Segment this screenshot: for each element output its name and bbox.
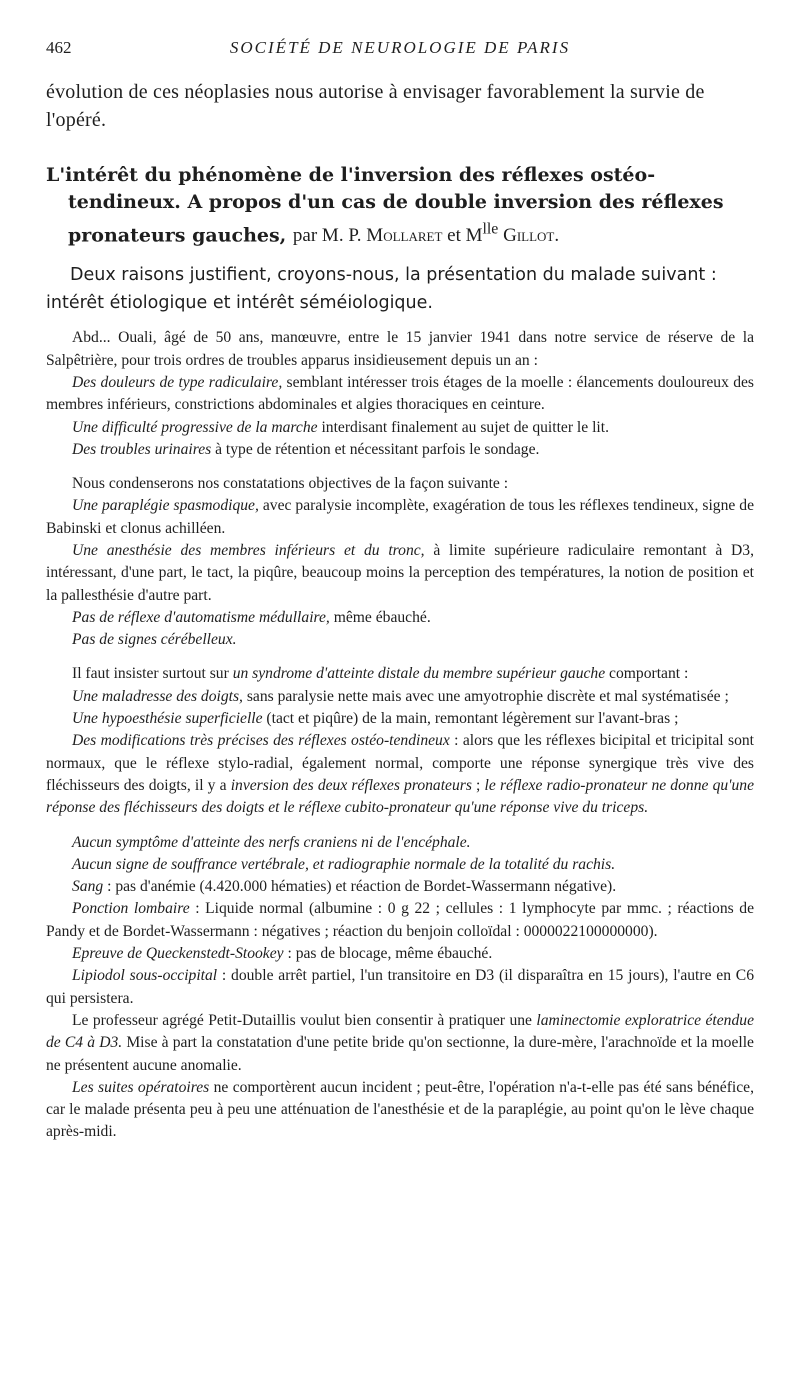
- title-text: L'intérêt du phénomène de l'inversion des réflexes ostéo-tendineux. A propos d'un cas de double inversion des réflexes pronateurs gauches,: [46, 164, 724, 247]
- paragraph: [46, 876, 754, 898]
- italic-term: inversion des deux réflexes pronateurs: [230, 776, 472, 794]
- italic-term: Epreuve de Queckenstedt-Stookey: [72, 945, 284, 963]
- author-gillot: Gillot.: [503, 225, 560, 247]
- paragraph: [46, 495, 754, 540]
- authors: [292, 221, 560, 247]
- paragraph: [46, 898, 754, 943]
- paragraph: [46, 965, 754, 1010]
- paragraph-text: sans paralysie nette mais avec une amyotrophie discrète et mal systématisée ;: [242, 687, 729, 705]
- italic-term: Pas de signes cérébelleux.: [72, 631, 237, 649]
- paragraph: [46, 943, 754, 965]
- italic-term: Aucun symptôme d'atteinte des nerfs craniens ni de l'encéphale.: [72, 833, 471, 851]
- mlle-superscript: lle: [482, 221, 499, 238]
- case-report: [46, 327, 754, 1143]
- paragraph-gap: [46, 461, 754, 473]
- paragraph: [46, 327, 754, 372]
- italic-term: Des modifications très précises des réflexes ostéo-tendineux: [72, 732, 450, 750]
- paragraph-text: Nous condenserons nos constatations objectives de la façon suivante :: [72, 475, 509, 493]
- paragraph: [46, 730, 754, 819]
- italic-term: Lipiodol sous-occipital: [72, 967, 218, 985]
- italic-term: Une maladresse des doigts,: [72, 687, 243, 705]
- italic-term: Une difficulté progressive de la marche: [72, 418, 318, 436]
- page-header: [46, 38, 754, 62]
- paragraph-text: à type de rétention et nécessitant parfois le sondage.: [211, 440, 540, 458]
- paragraph-text: : Liquide normal (albumine : 0 g 22 ; cellules : 1 lymphocyte par mmc. ; réactions de Pandy et de Bordet-Wassermann : négatives ; réaction du benjoin colloïdal : 0000022100000000).: [46, 900, 754, 940]
- lead-paragraph: Deux raisons justifient, croyons-nous, la présentation du malade suivant : intérêt étiologique et intérêt séméiologique.: [46, 265, 717, 314]
- paragraph-text: : pas de blocage, même ébauché.: [283, 945, 493, 963]
- paragraph: [46, 1077, 754, 1144]
- paragraph-text: : alors que les réflexes bicipital et tricipital sont normaux, que le réflexe stylo-radial, également normal, comporte une réponse synergique très vive des fléchisseurs des doigts, il y a: [46, 732, 754, 794]
- italic-term: Une hypoesthésie superficielle: [72, 710, 263, 728]
- paragraph-text: à limite supérieure radiculaire remontant à D3, intéressant, d'une part, le tact, la piqûre, beaucoup moins la perception des températures, la notion de position et la pallesthésie d'autre part.: [46, 542, 754, 604]
- paragraph: [46, 663, 754, 685]
- paragraph-text: (tact et piqûre) de la main, remontant légèrement sur l'avant-bras ;: [262, 710, 679, 728]
- paragraph: [46, 473, 754, 495]
- paragraph-text: semblant intéresser trois étages de la moelle : élancements douloureux des membres inférieurs, constrictions abdominales et algies thoraciques en ceinture.: [46, 373, 754, 414]
- paragraph-text: Le professeur agrégé Petit-Dutaillis voulut bien consentir à pratiquer une: [72, 1011, 537, 1029]
- page-content: [46, 78, 754, 1144]
- article-title: [46, 162, 754, 249]
- running-title: SOCIÉTÉ DE NEUROLOGIE DE PARIS: [229, 38, 571, 57]
- paragraph-text: ;: [471, 776, 485, 794]
- paragraph-text: Mise à part la constatation d'une petite bride qu'on sectionne, la dure-mère, l'arachnoïde et la moelle ne présentent aucune anomalie.: [46, 1034, 754, 1074]
- paragraph: [46, 417, 754, 439]
- italic-term: le réflexe radio-pronateur ne donne qu'une réponse des fléchisseurs des doigts et le réflexe cubito-pronateur qu'une réponse vive du triceps.: [46, 776, 755, 817]
- intro-paragraph: évolution de ces néoplasies nous autorise à envisager favorablement la survie de l'opéré.: [46, 81, 705, 131]
- paragraph: [46, 439, 754, 461]
- paragraph-gap: [46, 820, 754, 832]
- paragraph-text: Abd... Ouali, âgé de 50 ans, manœuvre, entre le 15 janvier 1941 dans notre service de réserve de la Salpêtrière, pour trois ordres de troubles apparus insidieusement depuis un an :: [46, 329, 754, 369]
- paragraph-text: interdisant finalement au sujet de quitter le lit.: [317, 418, 609, 436]
- italic-term: un syndrome d'atteinte distale du membre supérieur gauche: [232, 665, 606, 683]
- paragraph-text: avec paralysie incomplète, exagération de tous les réflexes tendineux, signe de Babinski et clonus achilléen.: [46, 497, 755, 537]
- paragraph-text: Il faut insister surtout sur: [72, 665, 233, 683]
- paragraph-text: même ébauché.: [329, 608, 431, 626]
- paragraph-text: comportant :: [605, 665, 689, 683]
- paragraph-text: : pas d'anémie (4.420.000 hématies) et réaction de Bordet-Wassermann négative).: [103, 878, 617, 896]
- italic-term: Aucun signe de souffrance vertébrale, et radiographie normale de la totalité du rachis.: [72, 855, 616, 873]
- author-mollaret: Mollaret: [366, 225, 443, 247]
- italic-term: Des troubles urinaires: [72, 440, 212, 458]
- italic-term: Ponction lombaire: [72, 900, 190, 918]
- page-number: 462: [46, 38, 72, 57]
- paragraph: [46, 629, 754, 651]
- paragraph: [46, 372, 754, 417]
- italic-term: Les suites opératoires: [72, 1078, 210, 1096]
- by-text: par M. P.: [292, 225, 362, 247]
- paragraph-gap: [46, 651, 754, 663]
- italic-term: Pas de réflexe d'automatisme médullaire,: [72, 608, 330, 626]
- italic-term: Sang: [72, 878, 104, 896]
- paragraph-text: : double arrêt partiel, l'un transitoire en D3 (il disparaîtra en 15 jours), l'autre en C6 qui persistera.: [46, 967, 754, 1007]
- paragraph: [46, 854, 754, 876]
- italic-term: Une paraplégie spasmodique,: [72, 497, 259, 515]
- italic-term: Une anesthésie des membres inférieurs et du tronc,: [72, 542, 425, 559]
- paragraph: [46, 607, 754, 629]
- paragraph: [46, 832, 754, 854]
- paragraph: [46, 708, 754, 730]
- italic-term: laminectomie exploratrice étendue de C4 à D3.: [46, 1011, 754, 1052]
- paragraph-text: ne comportèrent aucun incident ; peut-être, l'opération n'a-t-elle pas été sans bénéfice, car le malade présenta peu à peu une atténuation de l'anesthésie et de la paraplégie, au point qu'on le lève chaque après-midi.: [46, 1078, 754, 1141]
- italic-term: Des douleurs de type radiculaire,: [72, 373, 283, 391]
- paragraph: [46, 1010, 754, 1077]
- paragraph: [46, 686, 754, 708]
- and-text: et M: [447, 225, 483, 247]
- paragraph: [46, 540, 754, 607]
